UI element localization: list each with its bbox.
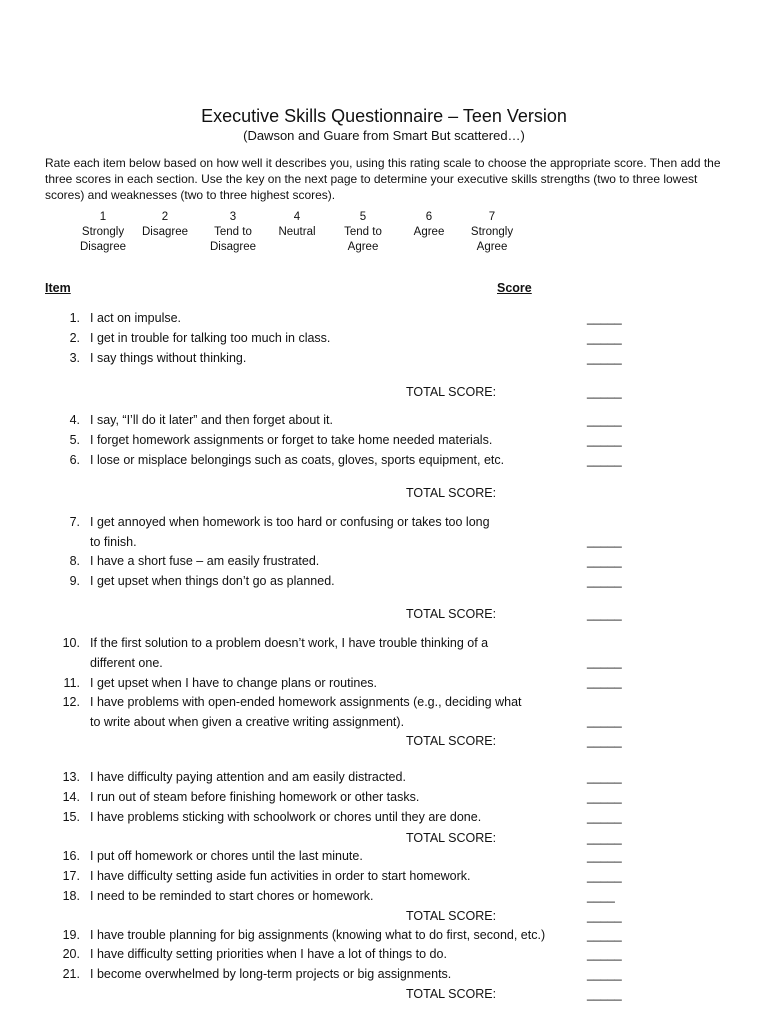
item-text: I say, “I’ll do it later” and then forget about it. [90,413,333,427]
item-number: 16. [62,849,80,863]
score-blank[interactable]: _____ [587,675,622,689]
total-score-label: TOTAL SCORE: [406,734,497,748]
score-blank[interactable]: _____ [587,655,622,669]
item-number: 1. [69,311,80,325]
item-text: I run out of steam before finishing homework or other tasks. [90,790,420,804]
page-title: Executive Skills Questionnaire – Teen Version [201,106,567,126]
item-number: 7. [69,515,80,529]
rating-scale-label: Neutral [278,226,316,238]
rating-scale-number: 3 [229,211,237,223]
item-text: I have trouble planning for big assignments (knowing what to do first, second, etc.) [90,928,546,942]
score-blank[interactable]: _____ [587,351,622,365]
item-text: to write about when given a creative writing assignment). [90,715,405,729]
total-score-blank[interactable]: _____ [587,831,622,845]
item-text: I have difficulty setting priorities when I have a lot of things to do. [90,947,447,961]
item-text: I act on impulse. [90,311,182,325]
total-score-blank[interactable]: _____ [587,734,622,748]
item-text: I get upset when I have to change plans or routines. [90,676,377,690]
item-number: 15. [62,810,80,824]
rating-scale-number: 2 [161,211,169,223]
rating-scale-label: Tend to Agree [344,226,382,253]
rating-scale-label: Strongly Disagree [79,226,127,253]
item-text: I have a short fuse – am easily frustrated. [90,554,320,568]
item-number: 17. [62,869,80,883]
rating-scale-number: 6 [425,211,433,223]
score-blank[interactable]: _____ [587,534,622,548]
total-score-label: TOTAL SCORE: [406,385,497,399]
item-number: 11. [63,676,80,690]
item-text: I get upset when things don’t go as planned. [90,574,335,588]
score-blank[interactable]: _____ [587,433,622,447]
rating-scale-number: 4 [293,211,301,223]
total-score-blank[interactable]: _____ [587,987,622,1001]
item-text: I forget homework assignments or forget to take home needed materials. [90,433,493,447]
total-score-label: TOTAL SCORE: [406,831,497,845]
item-number: 20. [62,947,80,961]
item-number: 6. [69,453,80,467]
rating-scale-option [452,210,532,255]
score-blank[interactable]: _____ [587,810,622,824]
item-text: I have problems sticking with schoolwork or chores until they are done. [90,810,482,824]
item-number: 13. [62,770,80,784]
score-blank[interactable]: _____ [587,311,622,325]
score-blank[interactable]: _____ [587,928,622,942]
item-text: If the first solution to a problem doesn’t work, I have trouble thinking of a [90,636,489,650]
item-number: 4. [69,413,80,427]
item-number: 10. [62,636,80,650]
total-score-label: TOTAL SCORE: [406,909,497,923]
item-number: 5. [69,433,80,447]
score-blank[interactable]: _____ [587,331,622,345]
score-blank[interactable]: _____ [587,574,622,588]
score-blank[interactable]: _____ [587,790,622,804]
score-blank[interactable]: _____ [587,869,622,883]
item-text: I lose or misplace belongings such as coats, gloves, sports equipment, etc. [90,453,505,467]
total-score-label: TOTAL SCORE: [406,987,497,1001]
item-text: I have problems with open-ended homework assignments (e.g., deciding what [90,695,522,709]
item-text: I need to be reminded to start chores or homework. [90,889,374,903]
score-blank[interactable]: _____ [587,413,622,427]
item-number: 18. [62,889,80,903]
score-column-header: Score [497,281,532,295]
item-column-header: Item [45,281,71,295]
item-text: I have difficulty paying attention and am easily distracted. [90,770,406,784]
item-number: 8. [69,554,80,568]
page-subtitle: (Dawson and Guare from Smart But scattered…) [243,128,525,143]
item-text: different one. [90,656,163,670]
item-text: I have difficulty setting aside fun activities in order to start homework. [90,869,471,883]
total-score-blank[interactable]: _____ [587,385,622,399]
score-blank[interactable]: _____ [587,967,622,981]
rating-scale-number: 5 [359,211,367,223]
rating-scale-label: Strongly Agree [470,226,514,253]
score-blank[interactable]: _____ [587,947,622,961]
item-number: 9. [69,574,80,588]
item-number: 21. [62,967,80,981]
rating-scale-number: 7 [488,211,496,223]
item-number: 12. [62,695,80,709]
item-text: I say things without thinking. [90,351,247,365]
score-blank[interactable]: _____ [587,714,622,728]
item-number: 14. [62,790,80,804]
item-number: 3. [69,351,80,365]
score-blank[interactable]: _____ [587,770,622,784]
item-number: 19. [62,928,80,942]
item-text: I get in trouble for talking too much in class. [90,331,331,345]
total-score-blank[interactable]: _____ [587,909,622,923]
total-score-blank[interactable]: _____ [587,607,622,621]
item-text: I get annoyed when homework is too hard or confusing or takes too long [90,515,490,529]
total-score-label: TOTAL SCORE: [406,607,497,621]
score-blank[interactable]: _____ [587,554,622,568]
score-blank[interactable]: _____ [587,849,622,863]
rating-scale-label: Tend to Disagree [209,226,257,253]
rating-scale-label: Agree [413,226,445,238]
item-text: I put off homework or chores until the last minute. [90,849,363,863]
item-text: I become overwhelmed by long-term projects or big assignments. [90,967,452,981]
rating-scale-label: Disagree [141,226,189,238]
instructions-paragraph: Rate each item below based on how well it describes you, using this rating scale to choose the appropriate score. Then add the three scores in each section. Use the key on the next page to determine your executive skills strengths (two to three lowest scores) and weaknesses (two to three highest scores). [45,156,721,202]
score-blank[interactable]: _____ [587,453,622,467]
score-blank[interactable]: ____ [587,889,615,903]
rating-scale-number: 1 [99,211,107,223]
item-text: to finish. [90,535,137,549]
total-score-label: TOTAL SCORE: [406,486,497,500]
item-number: 2. [69,331,80,345]
